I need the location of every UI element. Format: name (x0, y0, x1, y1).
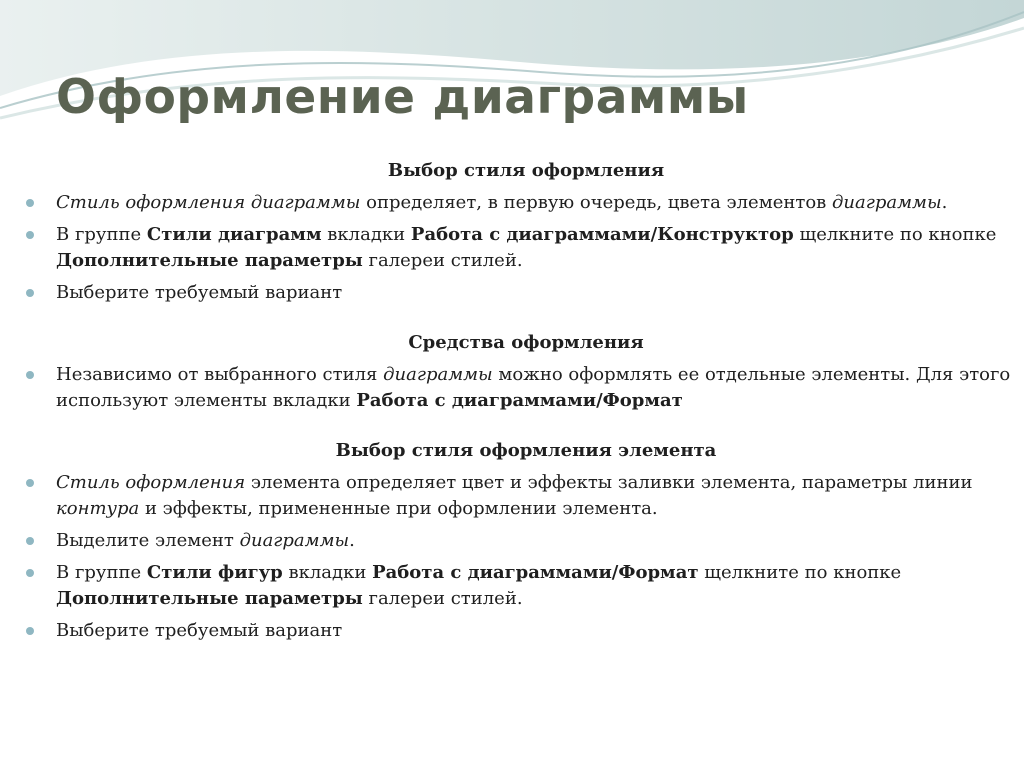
bullet-list (22, 470, 1012, 644)
bullet-item (22, 528, 1012, 554)
italic-text: диаграммы (239, 530, 350, 551)
text: вкладки (282, 562, 373, 583)
bullet-item (22, 222, 1012, 274)
bold-text: Дополнительные параметры (56, 250, 363, 271)
section-heading: Выбор стиля оформления (387, 160, 665, 181)
text: . (941, 192, 948, 213)
bullet-item (22, 280, 1012, 306)
bold-text: Работа с диаграммами/Формат (356, 390, 683, 411)
italic-text: диаграммы (832, 192, 942, 213)
bullet-dot-icon (26, 569, 34, 577)
bullet-item (22, 560, 1012, 612)
bullet-list (22, 190, 1012, 306)
bullet-dot-icon (26, 289, 34, 297)
bullet-dot-icon (26, 537, 34, 545)
bold-text: Стили диаграмм (146, 224, 322, 245)
text: вкладки (321, 224, 411, 245)
text: Выберите требуемый вариант (56, 620, 343, 641)
text: Независимо от выбранного стиля (56, 364, 384, 385)
bullet-item (22, 190, 1012, 216)
bullet-list (22, 362, 1012, 414)
italic-text: контура (56, 498, 140, 519)
italic-text: диаграммы (383, 364, 493, 385)
bullet-item (22, 470, 1012, 522)
text: щелкните по кнопке (793, 224, 997, 245)
text: и эффекты, примененные при оформлении элемента. (139, 498, 658, 519)
bullet-dot-icon (26, 627, 34, 635)
bullet-item (22, 362, 1012, 414)
text: элемента определяет цвет и эффекты заливки элемента, параметры линии (245, 472, 973, 493)
section-1 (22, 158, 1012, 306)
slide-content (22, 158, 1012, 668)
text: Выделите элемент (56, 530, 240, 551)
bullet-dot-icon (26, 231, 34, 239)
bullet-dot-icon (26, 199, 34, 207)
text: . (349, 530, 355, 551)
bullet-item (22, 618, 1012, 644)
italic-text: Стиль оформления (56, 472, 246, 493)
text: галереи стилей. (362, 250, 523, 271)
bold-text: Стили фигур (146, 562, 283, 583)
text: определяет, в первую очередь, цвета элементов (360, 192, 833, 213)
section-heading: Средства оформления (408, 332, 644, 353)
section-2 (22, 330, 1012, 414)
bullet-dot-icon (26, 371, 34, 379)
text: можно оформлять ее отдельные элементы. Для этого используют элементы вкладки (56, 364, 1011, 411)
bold-text: Работа с диаграммами/Формат (372, 562, 699, 583)
text: В группе (56, 224, 147, 245)
slide-title: Оформление диаграммы (56, 70, 749, 125)
text: галереи стилей. (362, 588, 523, 609)
bold-text: Работа с диаграммами/Конструктор (410, 224, 794, 245)
text: щелкните по кнопке (698, 562, 902, 583)
section-heading: Выбор стиля оформления элемента (335, 440, 717, 461)
bullet-dot-icon (26, 479, 34, 487)
text: В группе (56, 562, 147, 583)
bold-text: Дополнительные параметры (56, 588, 363, 609)
section-3 (22, 438, 1012, 644)
italic-text: Стиль оформления диаграммы (56, 192, 361, 213)
text: Выберите требуемый вариант (56, 282, 343, 303)
